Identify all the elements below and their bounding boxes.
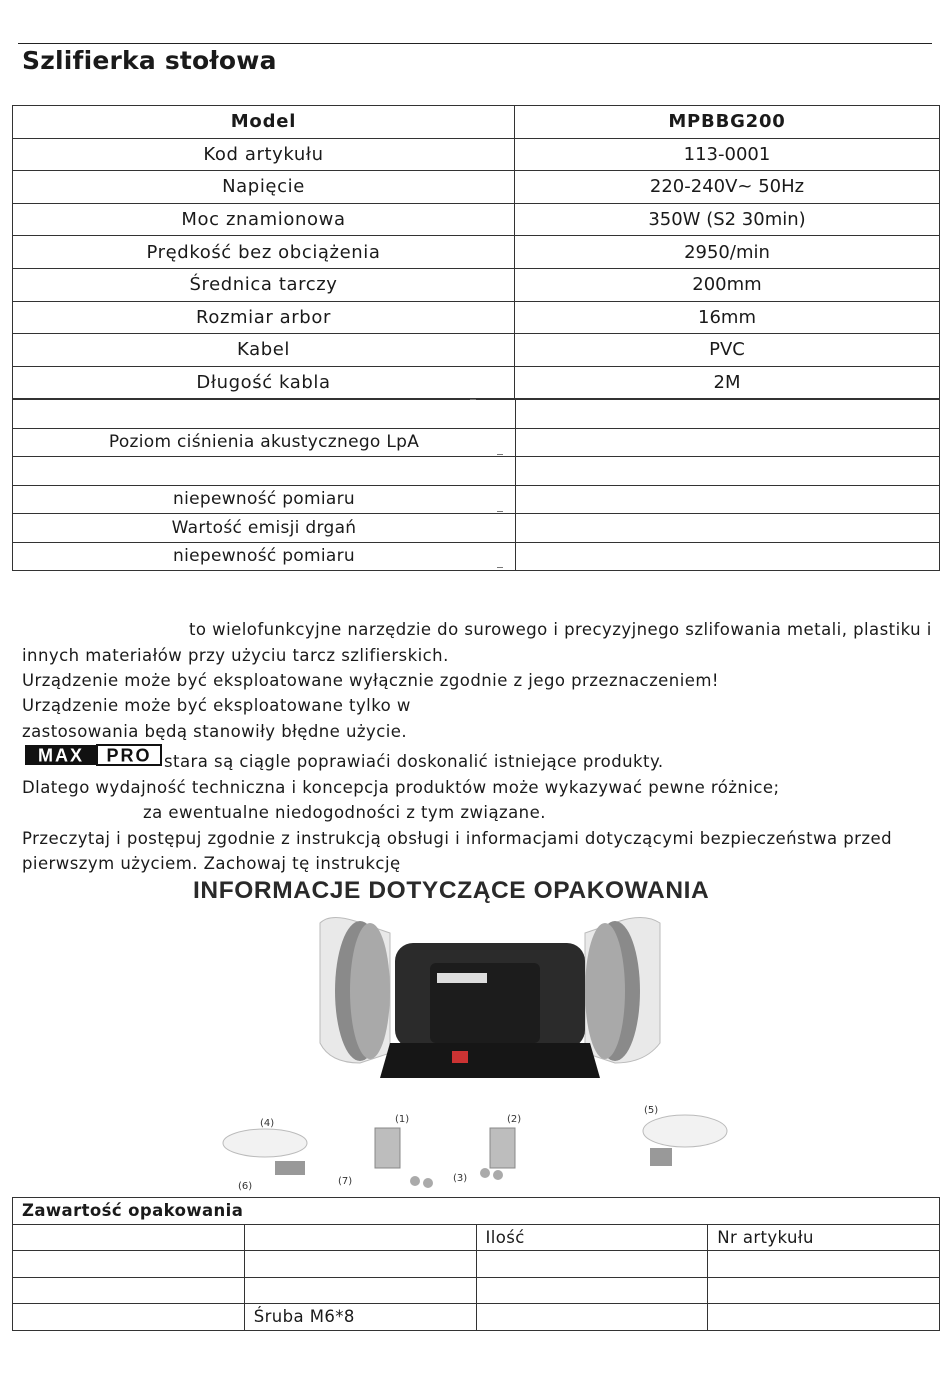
table-cell [708, 1304, 940, 1331]
table-row [13, 334, 940, 367]
part-label: (5) [644, 1105, 659, 1116]
spec-header-row [13, 106, 940, 139]
column-header: Ilość [476, 1224, 708, 1251]
table-cell [13, 1304, 245, 1331]
table-cell [708, 1251, 940, 1278]
table-cell: Śruba M6*8 [244, 1304, 476, 1331]
spec-value: 220-240V~ 50Hz [515, 171, 940, 204]
dash-mark [497, 567, 503, 568]
spec-value: PVC [515, 334, 940, 367]
bench-grinder-illustration [220, 903, 780, 1193]
spec-table [12, 105, 940, 399]
dash-mark [497, 511, 503, 512]
table-row [13, 171, 940, 204]
noise-label: niepewność pomiaru [13, 542, 516, 571]
table-row [13, 236, 940, 269]
part-label: (7) [338, 1176, 353, 1187]
part-label: (4) [260, 1118, 275, 1129]
noise-value [516, 400, 940, 429]
part-label: (2) [507, 1114, 522, 1125]
table-cell [476, 1277, 708, 1304]
dash-mark [470, 399, 476, 400]
spec-label: Kabel [13, 334, 515, 367]
table-cell [476, 1251, 708, 1278]
maxpro-logo [24, 744, 163, 766]
spec-label: Kod artykułu [13, 138, 515, 171]
noise-value [516, 485, 940, 514]
description-line: za ewentualne niedogodności z tym związane. [143, 803, 546, 822]
description-line: to wielofunkcyjne narzędzie do surowego i precyzyjnego szlifowania metali, plastiku i [189, 620, 932, 639]
package-contents-table [12, 1197, 940, 1331]
table-cell [708, 1277, 940, 1304]
table-row [13, 485, 940, 514]
spec-value: MPBBG200 [515, 106, 940, 139]
table-row [13, 203, 940, 236]
part-label: (6) [238, 1181, 253, 1192]
description-line: zastosowania będą stanowiły błędne użycie. [22, 722, 408, 741]
table-row [13, 428, 940, 457]
table-row [13, 366, 940, 399]
column-header [244, 1224, 476, 1251]
table-row [13, 400, 940, 429]
noise-value [516, 428, 940, 457]
noise-label [13, 457, 516, 486]
table-row [13, 457, 940, 486]
noise-label [13, 400, 516, 429]
dash-mark [497, 454, 503, 455]
table-row [13, 542, 940, 571]
noise-value [516, 542, 940, 571]
page-title: Szlifierka stołowa [22, 46, 277, 75]
spec-value: 2M [515, 366, 940, 399]
description-line: innych materiałów przy użyciu tarcz szlifierskich. [22, 646, 449, 665]
spec-label: Napięcie [13, 171, 515, 204]
part-label: (3) [453, 1173, 468, 1184]
logo-text-pro: PRO [106, 745, 152, 766]
table-row [13, 138, 940, 171]
description-line: Dlatego wydajność techniczna i koncepcja produktów może wykazywać pewne różnice; [22, 778, 780, 797]
description-line: Przeczytaj i postępuj zgodnie z instrukcją obsługi i informacjami dotyczącymi bezpieczeństwa przed [22, 829, 893, 848]
spec-label: Model [13, 106, 515, 139]
table-row [13, 1304, 940, 1331]
table-row [13, 268, 940, 301]
spec-value: 16mm [515, 301, 940, 334]
part-label: (1) [395, 1114, 410, 1125]
table-header-row [13, 1224, 940, 1251]
spec-label: Długość kabla [13, 366, 515, 399]
description-line: Urządzenie może być eksploatowane wyłącznie zgodnie z jego przeznaczeniem! [22, 671, 719, 690]
table-row [13, 1251, 940, 1278]
table-row [13, 514, 940, 543]
noise-vibration-table [12, 399, 940, 571]
noise-value [516, 514, 940, 543]
table-row [13, 1277, 940, 1304]
noise-label: Poziom ciśnienia akustycznego LpA [13, 428, 516, 457]
logo-text-max: MAX [38, 745, 84, 766]
table-row [13, 301, 940, 334]
spec-label: Rozmiar arbor [13, 301, 515, 334]
table-cell [13, 1277, 245, 1304]
spec-label: Prędkość bez obciążenia [13, 236, 515, 269]
noise-label: niepewność pomiaru [13, 485, 516, 514]
spec-label: Moc znamionowa [13, 203, 515, 236]
description-line: pierwszym użyciem. Zachowaj tę instrukcję [22, 854, 401, 873]
column-header [13, 1224, 245, 1251]
table-cell [244, 1251, 476, 1278]
description-line: Urządzenie może być eksploatowane tylko w [22, 696, 411, 715]
table-cell [476, 1304, 708, 1331]
spec-value: 200mm [515, 268, 940, 301]
top-rule [18, 43, 932, 44]
spec-label: Średnica tarczy [13, 268, 515, 301]
packaging-title: INFORMACJE DOTYCZĄCE OPAKOWANIA [193, 877, 710, 904]
noise-label: Wartość emisji drgań [13, 514, 516, 543]
noise-value [516, 457, 940, 486]
spec-value: 2950/min [515, 236, 940, 269]
column-header: Nr artykułu [708, 1224, 940, 1251]
table-caption: Zawartość opakowania [13, 1198, 940, 1225]
spec-value: 113-0001 [515, 138, 940, 171]
table-cell [244, 1277, 476, 1304]
table-cell [13, 1251, 245, 1278]
spec-value: 350W (S2 30min) [515, 203, 940, 236]
description-line: stara są ciągle poprawiaći doskonalić istniejące produkty. [164, 752, 664, 771]
table-caption-row [13, 1198, 940, 1225]
